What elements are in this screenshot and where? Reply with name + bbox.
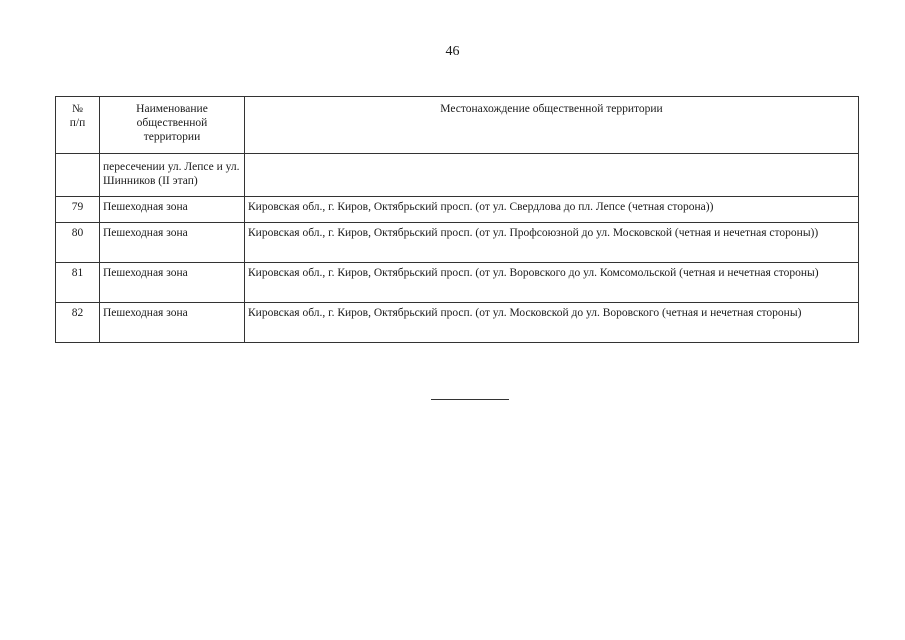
cell-name: Пешеходная зона — [100, 303, 245, 343]
cell-location — [245, 154, 859, 197]
cell-num: 82 — [56, 303, 100, 343]
header-num: № п/п — [56, 97, 100, 154]
cell-location: Кировская обл., г. Киров, Октябрьский просп. (от ул. Московской до ул. Воровского (четная и нечетная стороны) — [245, 303, 859, 343]
table-header-row — [56, 97, 859, 154]
public-territories-table — [55, 96, 859, 343]
cell-location: Кировская обл., г. Киров, Октябрьский просп. (от ул. Профсоюзной до ул. Московской (четная и нечетная стороны)) — [245, 223, 859, 263]
header-name: Наименование общественной территории — [100, 97, 245, 154]
cell-location: Кировская обл., г. Киров, Октябрьский просп. (от ул. Свердлова до пл. Лепсе (четная сторона)) — [245, 197, 859, 223]
cell-name: Пешеходная зона — [100, 197, 245, 223]
table-row — [56, 197, 859, 223]
cell-location: Кировская обл., г. Киров, Октябрьский просп. (от ул. Воровского до ул. Комсомольской (четная и нечетная стороны) — [245, 263, 859, 303]
cell-name: Пешеходная зона — [100, 223, 245, 263]
table-row — [56, 263, 859, 303]
cell-num — [56, 154, 100, 197]
cell-num: 81 — [56, 263, 100, 303]
table-row-continuation — [56, 154, 859, 197]
cell-name: Пешеходная зона — [100, 263, 245, 303]
page-number: 46 — [445, 44, 460, 59]
cell-num: 80 — [56, 223, 100, 263]
end-of-document-rule — [431, 399, 509, 400]
table-row — [56, 223, 859, 263]
cell-name: пересечении ул. Лепсе и ул. Шинников (II этап) — [100, 154, 245, 197]
header-location: Местонахождение общественной территории — [245, 97, 859, 154]
cell-num: 79 — [56, 197, 100, 223]
table-row — [56, 303, 859, 343]
